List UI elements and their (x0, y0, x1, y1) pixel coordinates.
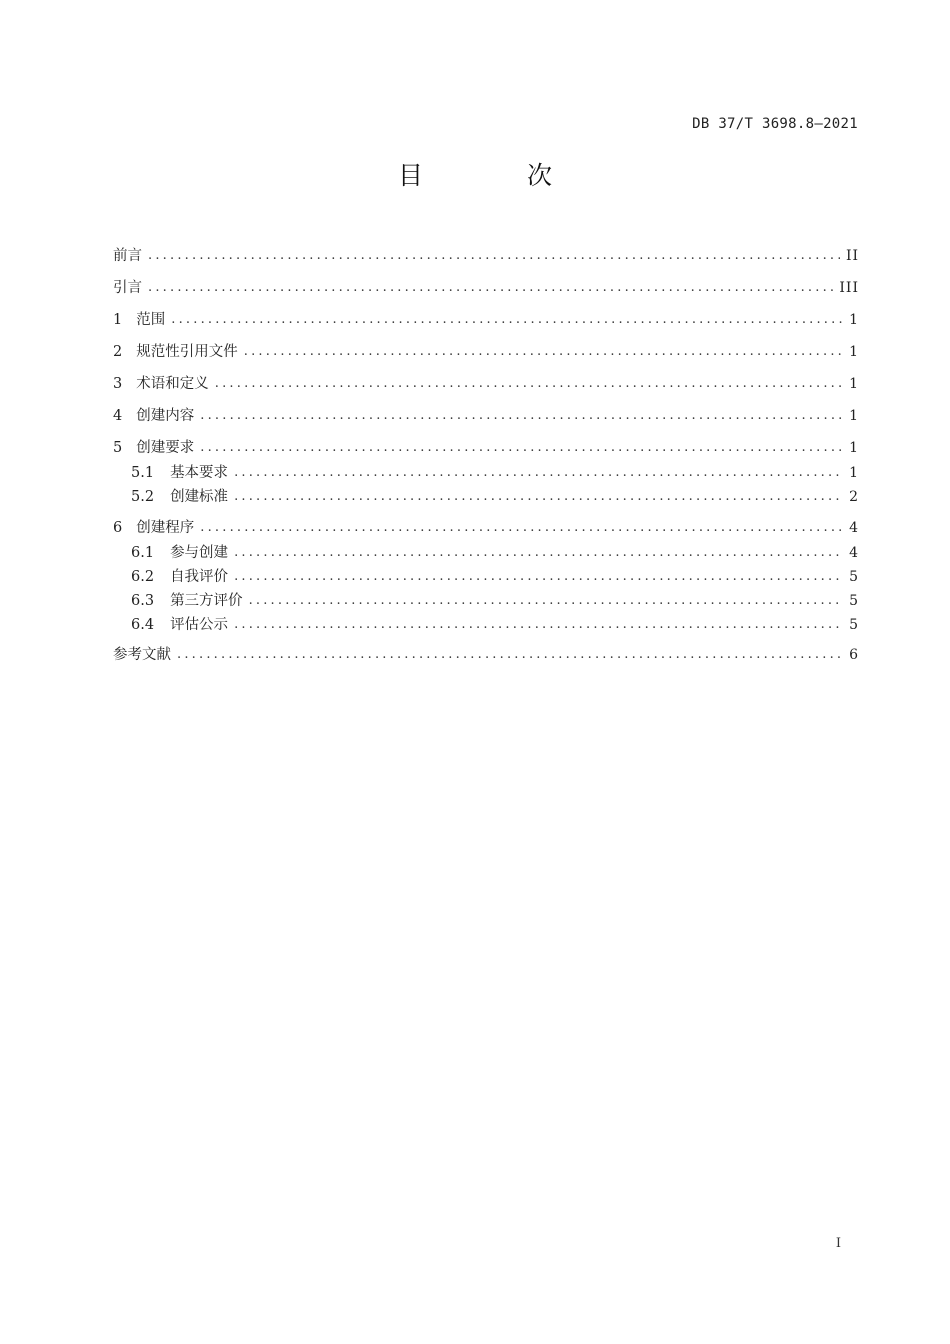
toc-entry-label: 前言 (113, 248, 142, 264)
toc-leader-dots (234, 487, 843, 507)
toc-entry-number: 6 (113, 520, 123, 536)
toc-leader-dots (200, 518, 843, 538)
toc-leader-dots (234, 543, 843, 563)
toc-entry-page: 1 (849, 376, 859, 392)
toc-entry-content[interactable] (113, 406, 859, 426)
toc-leader-dots (234, 615, 843, 635)
toc-leader-dots (148, 246, 840, 266)
toc-entry-page: 5 (849, 617, 859, 633)
toc-entry-number: 6.3 (131, 593, 155, 609)
toc-leader-dots (249, 591, 844, 611)
toc-entry-page: 6 (849, 647, 859, 663)
toc-entry-basic-requirements[interactable] (113, 463, 859, 483)
toc-entry-label: 自我评价 (170, 569, 229, 585)
toc-entry-number: 4 (113, 408, 123, 424)
toc-entry-label: 创建标准 (170, 489, 229, 505)
toc-entry-label: 规范性引用文件 (136, 344, 238, 360)
toc-entry-label: 参与创建 (170, 545, 229, 561)
toc-entry-page: 4 (849, 545, 859, 561)
toc-entry-requirements[interactable] (113, 438, 859, 458)
toc-entry-page: 4 (849, 520, 859, 536)
toc-leader-dots (244, 342, 843, 362)
toc-entry-number: 6.2 (131, 569, 155, 585)
toc-entry-page: 5 (849, 569, 859, 585)
toc-entry-label: 评估公示 (170, 617, 229, 633)
toc-leader-dots (200, 438, 843, 458)
document-code: DB 37/T 3698.8—2021 (692, 116, 858, 132)
toc-entry-number: 6.4 (131, 617, 155, 633)
toc-heading: 目 次 (398, 161, 600, 190)
toc-entry-label: 第三方评价 (170, 593, 243, 609)
toc-entry-label: 创建内容 (136, 408, 195, 424)
toc-entry-procedure[interactable] (113, 518, 859, 538)
toc-entry-bibliography[interactable] (113, 645, 859, 665)
toc-entry-page: 1 (849, 440, 859, 456)
toc-entry-label: 引言 (113, 280, 142, 296)
toc-entry-number: 5.2 (131, 489, 155, 505)
toc-entry-label: 范围 (136, 312, 166, 328)
toc-entry-label: 参考文献 (113, 647, 171, 663)
toc-entry-page: 1 (849, 408, 859, 424)
toc-entry-foreword[interactable] (113, 246, 859, 266)
toc-entry-introduction[interactable] (113, 278, 859, 298)
toc-entry-creation-standards[interactable] (113, 487, 859, 507)
toc-entry-page: 5 (849, 593, 859, 609)
toc-leader-dots (177, 645, 843, 665)
toc-entry-page: 1 (849, 465, 859, 481)
toc-entry-number: 6.1 (131, 545, 155, 561)
toc-leader-dots (148, 278, 833, 298)
toc-entry-number: 5.1 (131, 465, 155, 481)
toc-entry-scope[interactable] (113, 310, 859, 330)
toc-entry-page: 2 (849, 489, 859, 505)
toc-leader-dots (234, 463, 843, 483)
toc-entry-number: 2 (113, 344, 123, 360)
page-number: I (835, 1236, 841, 1251)
toc-entry-self-evaluation[interactable] (113, 567, 859, 587)
toc-entry-number: 5 (113, 440, 123, 456)
toc-entry-terms-definitions[interactable] (113, 374, 859, 394)
toc-leader-dots (215, 374, 843, 394)
toc-entry-public-notice[interactable] (113, 615, 859, 635)
toc-entry-page: II (845, 248, 859, 264)
toc-entry-normative-references[interactable] (113, 342, 859, 362)
toc-entry-label: 术语和定义 (136, 376, 209, 392)
toc-leader-dots (200, 406, 843, 426)
toc-leader-dots (234, 567, 843, 587)
toc-entry-page: III (839, 280, 859, 296)
toc-entry-number: 1 (113, 312, 123, 328)
toc-entry-label: 基本要求 (170, 465, 229, 481)
toc-entry-third-party-evaluation[interactable] (113, 591, 859, 611)
toc-entry-participation[interactable] (113, 543, 859, 563)
toc-entry-page: 1 (849, 312, 859, 328)
toc-entry-label: 创建程序 (136, 520, 195, 536)
toc-entry-label: 创建要求 (136, 440, 195, 456)
toc-leader-dots (171, 310, 843, 330)
toc-entry-page: 1 (849, 344, 859, 360)
toc-entry-number: 3 (113, 376, 123, 392)
